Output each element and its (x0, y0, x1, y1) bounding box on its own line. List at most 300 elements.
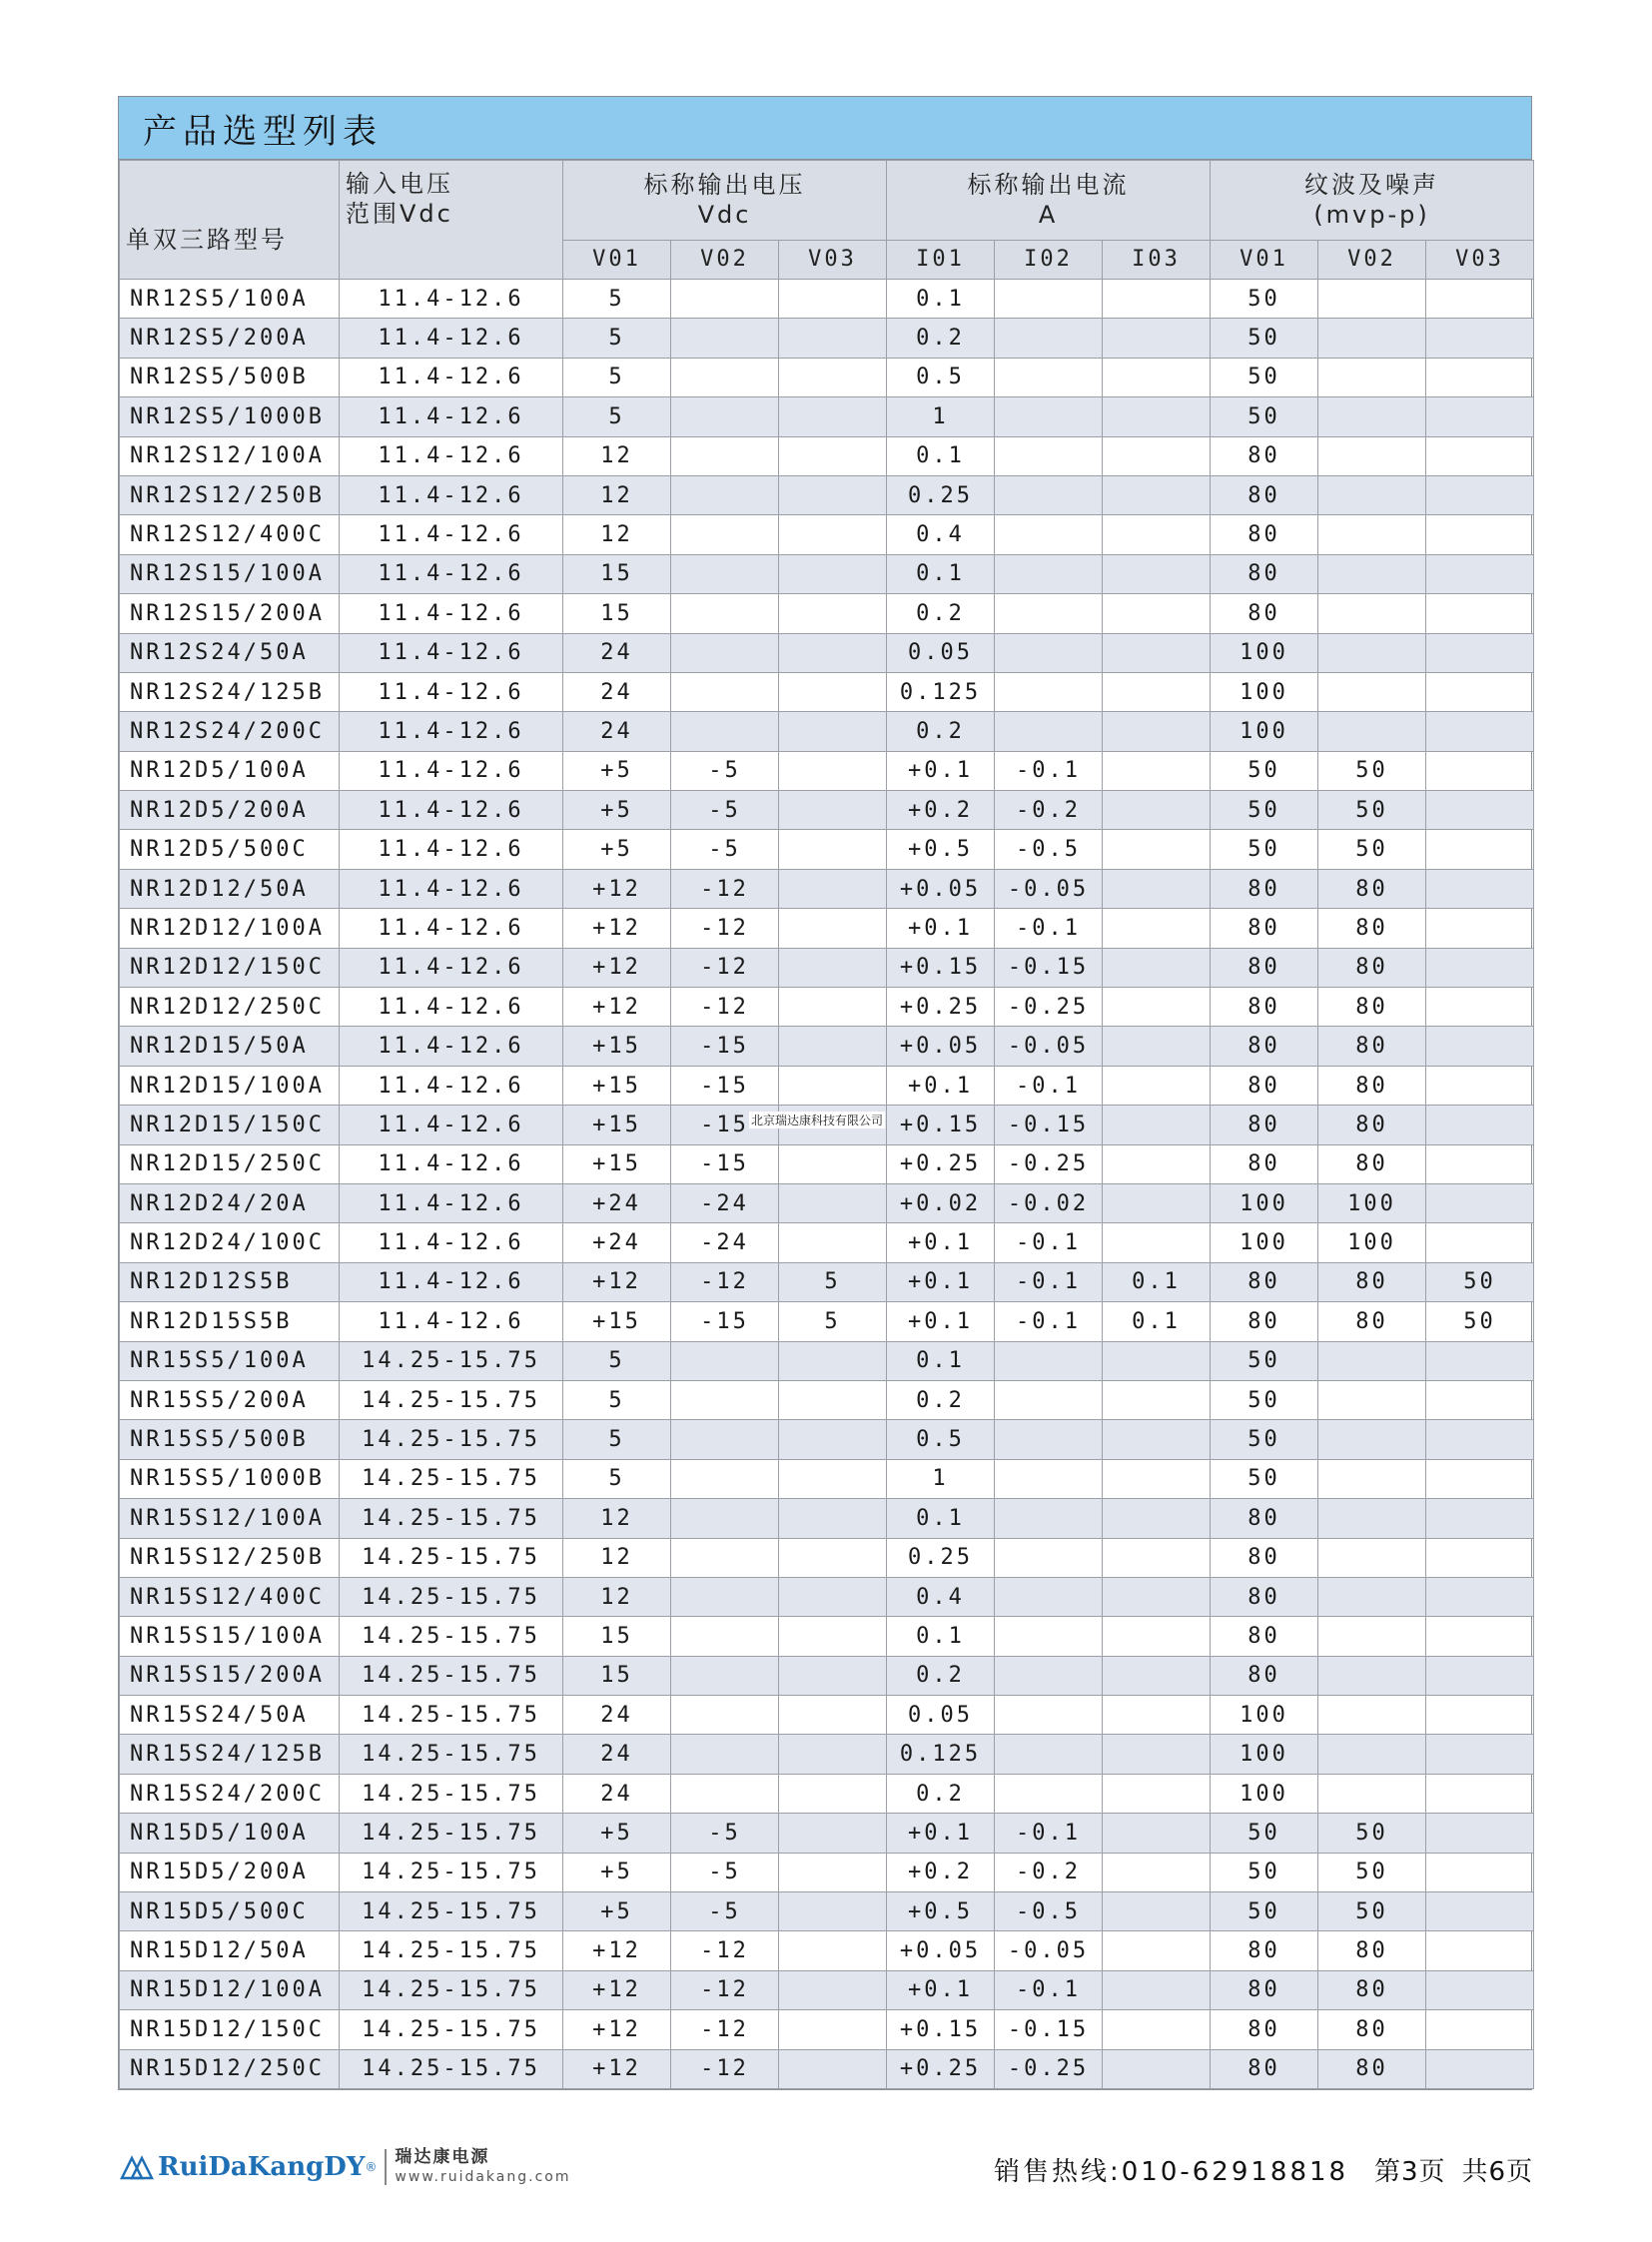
cell-model: NR12S24/200C (120, 712, 340, 751)
cell-iout-i01: +0.15 (887, 1106, 995, 1144)
cell-vout-v01: 5 (563, 1420, 671, 1459)
cell-vout-v01: 12 (563, 1499, 671, 1538)
logo-subtext (395, 2147, 570, 2187)
cell-vout-v01: 24 (563, 1735, 671, 1774)
cell-vout-v01: 12 (563, 1577, 671, 1616)
cell-input-voltage: 11.4-12.6 (340, 948, 563, 987)
table-row (120, 1892, 1534, 1931)
cell-ripple-v02: 80 (1318, 1027, 1426, 1066)
cell-ripple-v02: 80 (1318, 988, 1426, 1027)
cell-vout-v01: 15 (563, 1617, 671, 1656)
cell-input-voltage: 11.4-12.6 (340, 1106, 563, 1144)
cell-vout-v02: -12 (671, 2049, 779, 2088)
cell-iout-i01: +0.15 (887, 948, 995, 987)
cell-vout-v03 (779, 1774, 887, 1813)
header-vout-line2: Vdc (697, 201, 752, 230)
cell-iout-i02 (995, 1774, 1103, 1813)
table-row (120, 751, 1534, 790)
cell-ripple-v01: 80 (1211, 909, 1318, 948)
cell-iout-i03 (1103, 751, 1211, 790)
cell-iout-i03 (1103, 1931, 1211, 1970)
subheader-iout-i01: I01 (887, 240, 995, 279)
cell-ripple-v01: 80 (1211, 1106, 1318, 1144)
cell-vout-v03 (779, 358, 887, 396)
cell-ripple-v02: 80 (1318, 1262, 1426, 1301)
cell-model: NR12D12/100A (120, 909, 340, 948)
cell-ripple-v01: 80 (1211, 1144, 1318, 1183)
cell-iout-i03 (1103, 2049, 1211, 2088)
table-row (120, 909, 1534, 948)
cell-iout-i02 (995, 1459, 1103, 1498)
cell-iout-i02 (995, 1735, 1103, 1774)
cell-vout-v01: +24 (563, 1183, 671, 1222)
cell-input-voltage: 11.4-12.6 (340, 280, 563, 319)
cell-ripple-v02 (1318, 319, 1426, 358)
table-row (120, 1223, 1534, 1262)
cell-model: NR15D12/100A (120, 1970, 340, 2009)
company-watermark: 北京瑞达康科技有限公司 (751, 1114, 884, 1127)
cell-input-voltage: 14.25-15.75 (340, 1577, 563, 1616)
cell-ripple-v02 (1318, 397, 1426, 436)
cell-vout-v03 (779, 1499, 887, 1538)
cell-vout-v01: +12 (563, 1262, 671, 1301)
cell-vout-v03 (779, 319, 887, 358)
cell-vout-v03 (779, 1577, 887, 1616)
cell-ripple-v02 (1318, 1341, 1426, 1380)
cell-input-voltage: 11.4-12.6 (340, 791, 563, 830)
cell-ripple-v03 (1426, 358, 1534, 396)
cell-vout-v03 (779, 1223, 887, 1262)
cell-model: NR12S24/50A (120, 633, 340, 672)
table-row (120, 1459, 1534, 1498)
cell-iout-i01: 0.1 (887, 436, 995, 475)
cell-input-voltage: 11.4-12.6 (340, 1066, 563, 1105)
logo-triangle-icon (120, 2154, 154, 2180)
cell-ripple-v03 (1426, 1223, 1534, 1262)
cell-iout-i02 (995, 1577, 1103, 1616)
cell-vout-v02: -15 (671, 1066, 779, 1105)
cell-ripple-v03 (1426, 515, 1534, 554)
product-table-body (120, 280, 1534, 2089)
page-number: 第3页 (1374, 2157, 1446, 2187)
cell-iout-i02: -0.1 (995, 1814, 1103, 1853)
cell-model: NR15S5/200A (120, 1380, 340, 1419)
cell-ripple-v02: 80 (1318, 1970, 1426, 2009)
cell-iout-i01: 0.1 (887, 554, 995, 593)
cell-vout-v01: 5 (563, 280, 671, 319)
cell-ripple-v01: 50 (1211, 397, 1318, 436)
cell-vout-v01: 24 (563, 672, 671, 711)
cell-iout-i01: 0.4 (887, 515, 995, 554)
cell-ripple-v01: 80 (1211, 1577, 1318, 1616)
table-row (120, 1970, 1534, 2009)
cell-ripple-v03: 50 (1426, 1262, 1534, 1301)
cell-iout-i03 (1103, 1223, 1211, 1262)
cell-iout-i02 (995, 1420, 1103, 1459)
cell-ripple-v02: 80 (1318, 869, 1426, 908)
cell-vout-v01: 5 (563, 1380, 671, 1419)
cell-vout-v01: +12 (563, 988, 671, 1027)
cell-input-voltage: 14.25-15.75 (340, 1853, 563, 1891)
cell-ripple-v02 (1318, 280, 1426, 319)
table-row (120, 830, 1534, 869)
cell-vout-v02: -12 (671, 1262, 779, 1301)
cell-vout-v01: 5 (563, 319, 671, 358)
cell-vout-v03 (779, 1656, 887, 1695)
table-row (120, 1577, 1534, 1616)
cell-ripple-v02: 50 (1318, 1814, 1426, 1853)
subheader-iout-i03: I03 (1103, 240, 1211, 279)
cell-ripple-v01: 50 (1211, 1814, 1318, 1853)
cell-model: NR12D5/500C (120, 830, 340, 869)
cell-vout-v02 (671, 1735, 779, 1774)
cell-vout-v01: +12 (563, 909, 671, 948)
cell-vout-v01: 12 (563, 515, 671, 554)
cell-model: NR15D5/200A (120, 1853, 340, 1891)
table-row (120, 280, 1534, 319)
cell-input-voltage: 14.25-15.75 (340, 1499, 563, 1538)
cell-ripple-v03 (1426, 988, 1534, 1027)
cell-iout-i03 (1103, 1380, 1211, 1419)
cell-vout-v02 (671, 633, 779, 672)
cell-input-voltage: 14.25-15.75 (340, 1735, 563, 1774)
cell-vout-v02 (671, 1380, 779, 1419)
cell-iout-i03 (1103, 594, 1211, 633)
cell-ripple-v01: 80 (1211, 869, 1318, 908)
cell-iout-i03 (1103, 397, 1211, 436)
cell-input-voltage: 14.25-15.75 (340, 1341, 563, 1380)
cell-vout-v01: 12 (563, 1538, 671, 1577)
cell-iout-i03 (1103, 2010, 1211, 2049)
cell-ripple-v03 (1426, 554, 1534, 593)
cell-iout-i01: +0.5 (887, 830, 995, 869)
table-row (120, 1696, 1534, 1735)
cell-model: NR15S12/100A (120, 1499, 340, 1538)
cell-iout-i02: -0.2 (995, 1853, 1103, 1891)
cell-vout-v01: +12 (563, 869, 671, 908)
header-ripple-noise (1211, 161, 1534, 241)
cell-iout-i03 (1103, 1538, 1211, 1577)
cell-iout-i03 (1103, 1617, 1211, 1656)
cell-input-voltage: 11.4-12.6 (340, 1302, 563, 1341)
cell-ripple-v02 (1318, 475, 1426, 514)
cell-iout-i02: -0.1 (995, 1262, 1103, 1301)
cell-iout-i03 (1103, 633, 1211, 672)
cell-ripple-v02 (1318, 1617, 1426, 1656)
cell-ripple-v01: 50 (1211, 1459, 1318, 1498)
cell-ripple-v01: 80 (1211, 2010, 1318, 2049)
table-row (120, 791, 1534, 830)
cell-input-voltage: 14.25-15.75 (340, 1696, 563, 1735)
cell-vout-v01: 15 (563, 1656, 671, 1695)
cell-iout-i01: 0.25 (887, 1538, 995, 1577)
cell-iout-i02 (995, 1696, 1103, 1735)
cell-vout-v01: 5 (563, 358, 671, 396)
table-row (120, 869, 1534, 908)
cell-vout-v02 (671, 672, 779, 711)
cell-vout-v02: -5 (671, 1814, 779, 1853)
cell-ripple-v02: 80 (1318, 1066, 1426, 1105)
cell-ripple-v02 (1318, 594, 1426, 633)
cell-iout-i02: -0.1 (995, 909, 1103, 948)
cell-ripple-v02: 80 (1318, 1106, 1426, 1144)
cell-vout-v03: 5 (779, 1262, 887, 1301)
subheader-ripple-v01: V01 (1211, 240, 1318, 279)
cell-ripple-v02: 100 (1318, 1223, 1426, 1262)
cell-iout-i03 (1103, 909, 1211, 948)
cell-ripple-v02 (1318, 436, 1426, 475)
table-row (120, 436, 1534, 475)
cell-vout-v01: +5 (563, 1853, 671, 1891)
cell-vout-v03 (779, 751, 887, 790)
cell-vout-v01: 12 (563, 436, 671, 475)
cell-ripple-v01: 80 (1211, 436, 1318, 475)
cell-vout-v01: +15 (563, 1027, 671, 1066)
cell-iout-i03 (1103, 1853, 1211, 1891)
table-row (120, 1183, 1534, 1222)
cell-ripple-v01: 80 (1211, 475, 1318, 514)
header-ripple-line2: (mvp-p) (1313, 201, 1430, 230)
cell-input-voltage: 14.25-15.75 (340, 1538, 563, 1577)
subheader-ripple-v02: V02 (1318, 240, 1426, 279)
cell-vout-v01: +12 (563, 1970, 671, 2009)
cell-vout-v02: -15 (671, 1302, 779, 1341)
cell-vout-v03 (779, 515, 887, 554)
cell-iout-i03: 0.1 (1103, 1302, 1211, 1341)
header-model (120, 161, 340, 280)
cell-input-voltage: 14.25-15.75 (340, 1774, 563, 1813)
cell-ripple-v01: 100 (1211, 1183, 1318, 1222)
cell-vout-v02 (671, 1538, 779, 1577)
cell-iout-i02 (995, 1499, 1103, 1538)
cell-iout-i02 (995, 319, 1103, 358)
cell-iout-i03 (1103, 1341, 1211, 1380)
cell-ripple-v01: 80 (1211, 594, 1318, 633)
cell-ripple-v03 (1426, 319, 1534, 358)
cell-input-voltage: 11.4-12.6 (340, 515, 563, 554)
cell-iout-i03 (1103, 1577, 1211, 1616)
cell-vout-v02: -5 (671, 830, 779, 869)
cell-ripple-v01: 80 (1211, 1066, 1318, 1105)
cell-model: NR12D15/50A (120, 1027, 340, 1066)
cell-vout-v03 (779, 1183, 887, 1222)
cell-ripple-v02 (1318, 672, 1426, 711)
cell-vout-v02 (671, 358, 779, 396)
cell-iout-i01: 0.2 (887, 1774, 995, 1813)
cell-ripple-v03 (1426, 1814, 1534, 1853)
cell-vout-v02: -12 (671, 1931, 779, 1970)
cell-iout-i02 (995, 397, 1103, 436)
cell-iout-i01: +0.05 (887, 869, 995, 908)
cell-input-voltage: 14.25-15.75 (340, 2010, 563, 2049)
table-row (120, 1814, 1534, 1853)
cell-model: NR12D15S5B (120, 1302, 340, 1341)
cell-iout-i01: +0.25 (887, 988, 995, 1027)
logo-website: www.ruidakang.com (395, 2169, 571, 2185)
cell-ripple-v03 (1426, 1853, 1534, 1891)
cell-input-voltage: 11.4-12.6 (340, 633, 563, 672)
cell-ripple-v02: 50 (1318, 830, 1426, 869)
cell-ripple-v03 (1426, 633, 1534, 672)
cell-iout-i01: +0.1 (887, 1223, 995, 1262)
cell-iout-i03 (1103, 1106, 1211, 1144)
cell-model: NR12D5/100A (120, 751, 340, 790)
cell-vout-v01: +15 (563, 1302, 671, 1341)
cell-input-voltage: 14.25-15.75 (340, 1617, 563, 1656)
cell-model: NR15S12/250B (120, 1538, 340, 1577)
cell-iout-i03 (1103, 358, 1211, 396)
cell-input-voltage: 14.25-15.75 (340, 1380, 563, 1419)
cell-ripple-v03 (1426, 1656, 1534, 1695)
cell-ripple-v03 (1426, 1538, 1534, 1577)
cell-iout-i02: -0.02 (995, 1183, 1103, 1222)
cell-vout-v02: -15 (671, 1027, 779, 1066)
cell-iout-i02 (995, 436, 1103, 475)
cell-input-voltage: 11.4-12.6 (340, 869, 563, 908)
cell-input-voltage: 11.4-12.6 (340, 672, 563, 711)
cell-vout-v03 (779, 948, 887, 987)
cell-vout-v03 (779, 594, 887, 633)
cell-vout-v02: -5 (671, 1892, 779, 1931)
cell-iout-i01: +0.25 (887, 1144, 995, 1183)
cell-input-voltage: 11.4-12.6 (340, 988, 563, 1027)
table-row (120, 1066, 1534, 1105)
cell-ripple-v01: 50 (1211, 751, 1318, 790)
cell-iout-i02: -0.5 (995, 1892, 1103, 1931)
table-row (120, 2010, 1534, 2049)
table-row (120, 1499, 1534, 1538)
cell-vout-v03 (779, 988, 887, 1027)
cell-ripple-v03 (1426, 1380, 1534, 1419)
table-row (120, 319, 1534, 358)
cell-vout-v03 (779, 791, 887, 830)
cell-model: NR12S12/250B (120, 475, 340, 514)
cell-iout-i01: +0.05 (887, 1027, 995, 1066)
cell-vout-v03 (779, 2010, 887, 2049)
table-row (120, 1538, 1534, 1577)
cell-ripple-v03 (1426, 751, 1534, 790)
cell-iout-i02: -0.25 (995, 988, 1103, 1027)
cell-ripple-v03 (1426, 280, 1534, 319)
cell-iout-i02 (995, 594, 1103, 633)
cell-iout-i01: +0.25 (887, 2049, 995, 2088)
cell-ripple-v01: 80 (1211, 1931, 1318, 1970)
cell-ripple-v02 (1318, 1459, 1426, 1498)
subheader-vout-v03: V03 (779, 240, 887, 279)
cell-iout-i02 (995, 672, 1103, 711)
cell-model: NR15S15/100A (120, 1617, 340, 1656)
cell-iout-i02: -0.15 (995, 2010, 1103, 2049)
cell-iout-i01: 0.2 (887, 594, 995, 633)
cell-vout-v01: 24 (563, 1774, 671, 1813)
cell-vout-v03 (779, 1931, 887, 1970)
cell-model: NR12S12/100A (120, 436, 340, 475)
cell-input-voltage: 14.25-15.75 (340, 1892, 563, 1931)
cell-vout-v01: +12 (563, 948, 671, 987)
cell-ripple-v03: 50 (1426, 1302, 1534, 1341)
cell-vout-v03 (779, 830, 887, 869)
cell-ripple-v01: 80 (1211, 1262, 1318, 1301)
cell-vout-v01: +24 (563, 1223, 671, 1262)
cell-ripple-v03 (1426, 672, 1534, 711)
table-row (120, 1262, 1534, 1301)
cell-iout-i03 (1103, 1814, 1211, 1853)
table-row (120, 988, 1534, 1027)
cell-ripple-v01: 80 (1211, 554, 1318, 593)
cell-ripple-v03 (1426, 475, 1534, 514)
table-row (120, 1656, 1534, 1695)
cell-vout-v01: +12 (563, 1931, 671, 1970)
cell-ripple-v01: 50 (1211, 358, 1318, 396)
cell-ripple-v02 (1318, 1420, 1426, 1459)
cell-vout-v01: 24 (563, 1696, 671, 1735)
cell-iout-i03 (1103, 791, 1211, 830)
cell-ripple-v03 (1426, 1577, 1534, 1616)
cell-model: NR12S5/500B (120, 358, 340, 396)
product-selection-table-frame (118, 96, 1532, 2090)
cell-iout-i02: -0.5 (995, 830, 1103, 869)
cell-ripple-v01: 80 (1211, 988, 1318, 1027)
cell-vout-v02 (671, 1774, 779, 1813)
cell-model: NR12S5/1000B (120, 397, 340, 436)
cell-vout-v01: 5 (563, 1341, 671, 1380)
cell-ripple-v02: 80 (1318, 948, 1426, 987)
cell-vout-v03 (779, 1144, 887, 1183)
cell-iout-i01: 0.1 (887, 280, 995, 319)
cell-input-voltage: 11.4-12.6 (340, 1223, 563, 1262)
cell-vout-v01: +15 (563, 1066, 671, 1105)
cell-ripple-v03 (1426, 1892, 1534, 1931)
cell-vout-v02 (671, 280, 779, 319)
cell-iout-i02: -0.25 (995, 2049, 1103, 2088)
cell-ripple-v01: 100 (1211, 1223, 1318, 1262)
cell-vout-v03 (779, 1538, 887, 1577)
cell-iout-i03 (1103, 554, 1211, 593)
cell-iout-i02 (995, 280, 1103, 319)
cell-ripple-v03 (1426, 1970, 1534, 2009)
cell-iout-i01: +0.1 (887, 1814, 995, 1853)
cell-ripple-v01: 80 (1211, 1970, 1318, 2009)
cell-ripple-v01: 50 (1211, 280, 1318, 319)
cell-ripple-v01: 80 (1211, 1302, 1318, 1341)
cell-vout-v02 (671, 515, 779, 554)
cell-iout-i03 (1103, 1970, 1211, 2009)
table-row (120, 1735, 1534, 1774)
cell-ripple-v03 (1426, 594, 1534, 633)
cell-input-voltage: 11.4-12.6 (340, 397, 563, 436)
cell-ripple-v01: 100 (1211, 633, 1318, 672)
cell-ripple-v01: 100 (1211, 712, 1318, 751)
cell-vout-v02 (671, 1420, 779, 1459)
cell-vout-v03 (779, 869, 887, 908)
cell-model: NR12S24/125B (120, 672, 340, 711)
cell-iout-i01: 0.1 (887, 1617, 995, 1656)
cell-iout-i01: +0.1 (887, 909, 995, 948)
cell-iout-i03 (1103, 1735, 1211, 1774)
cell-vout-v01: 12 (563, 475, 671, 514)
cell-ripple-v03 (1426, 1066, 1534, 1105)
cell-vout-v01: 24 (563, 633, 671, 672)
cell-iout-i01: 0.4 (887, 1577, 995, 1616)
cell-vout-v03 (779, 280, 887, 319)
cell-ripple-v02 (1318, 1538, 1426, 1577)
cell-iout-i03 (1103, 1656, 1211, 1695)
cell-model: NR15D12/150C (120, 2010, 340, 2049)
cell-ripple-v03 (1426, 1341, 1534, 1380)
cell-model: NR15S5/500B (120, 1420, 340, 1459)
cell-iout-i03 (1103, 1696, 1211, 1735)
cell-vout-v01: +5 (563, 1814, 671, 1853)
